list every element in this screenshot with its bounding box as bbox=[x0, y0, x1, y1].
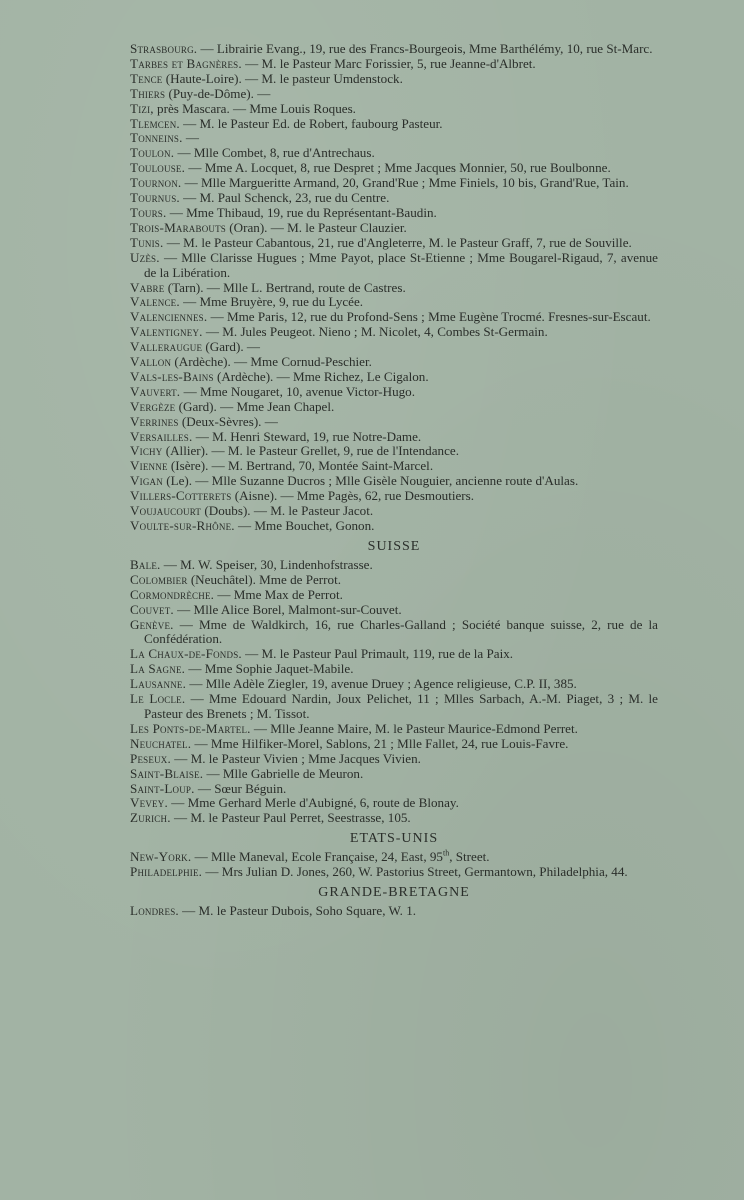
france-section bbox=[130, 42, 658, 534]
place-name: Philadelphie. bbox=[130, 864, 203, 880]
entry-text: — Mlle Jeanne Maire, M. le Pasteur Maurice-Edmond Perret. bbox=[250, 720, 578, 736]
entry-text: — Mrs Julian D. Jones, 260, W. Pastorius Street, Germantown, Philadelphia, 44. bbox=[202, 864, 628, 880]
entry-text: — Mlle Clarisse Hugues ; Mme Payot, place St-Etienne ; Mme Bougarel-Rigaud, 7, avenue de la Libération. bbox=[144, 249, 658, 280]
entry-text: — bbox=[182, 130, 199, 146]
list-item bbox=[130, 385, 658, 400]
entry-text: (Haute-Loire). — M. le pasteur Umdenstock. bbox=[162, 70, 403, 86]
place-name: Tunis. bbox=[130, 234, 164, 250]
place-name: Versailles. bbox=[130, 428, 193, 444]
place-name: Valleraugue bbox=[130, 339, 203, 355]
entry-text: (Allier). — M. le Pasteur Grellet, 9, rue de l'Intendance. bbox=[162, 443, 459, 459]
entry-text-end: , Street. bbox=[449, 849, 490, 865]
list-item bbox=[130, 573, 658, 588]
list-item bbox=[130, 459, 658, 474]
entry-text: (Doubs). — M. le Pasteur Jacot. bbox=[201, 503, 374, 519]
directory-column bbox=[130, 42, 658, 919]
place-name: Valence. bbox=[130, 294, 180, 310]
entry-text: (Ardèche). — Mme Cornud-Peschier. bbox=[171, 354, 372, 370]
place-name: Tournus. bbox=[130, 190, 180, 206]
entry-text: — Mme Sophie Jaquet-Mabile. bbox=[185, 661, 354, 677]
place-name: Colombier bbox=[130, 571, 188, 587]
place-name: Neuchatel. bbox=[130, 735, 192, 751]
place-name: Vigan bbox=[130, 473, 163, 489]
list-item bbox=[130, 603, 658, 618]
list-item bbox=[130, 722, 658, 737]
entry-text: près Mascara. — Mme Louis Roques. bbox=[153, 100, 356, 116]
place-name: Toulon. bbox=[130, 145, 175, 161]
place-name: Cormondrèche. bbox=[130, 586, 215, 602]
list-item bbox=[130, 57, 658, 72]
list-item bbox=[130, 325, 658, 340]
entry-text: (Oran). — M. le Pasteur Clauzier. bbox=[226, 219, 407, 235]
place-name: Voujaucourt bbox=[130, 503, 202, 519]
entry-text: — Mme Bruyère, 9, rue du Lycée. bbox=[179, 294, 364, 310]
list-item bbox=[130, 161, 658, 176]
entry-text: — Mme A. Locquet, 8, rue Despret ; Mme Jacques Monnier, 50, rue Boulbonne. bbox=[185, 160, 611, 176]
list-item bbox=[130, 146, 658, 161]
place-name: Tours. bbox=[130, 204, 167, 220]
entry-text: — Mlle Alice Borel, Malmont-sur-Couvet. bbox=[173, 601, 402, 617]
place-name: Zurich. bbox=[130, 810, 171, 826]
list-item bbox=[130, 504, 658, 519]
place-name: Voulte-sur-Rhône. bbox=[130, 518, 235, 533]
entry-text: — M. Jules Peugeot. Nieno ; M. Nicolet, 4, Combes St-Germain. bbox=[202, 324, 548, 340]
entry-text: — M. le Pasteur Paul Primault, 119, rue de la Paix. bbox=[241, 646, 514, 662]
place-name: Vabre bbox=[130, 279, 165, 295]
list-item bbox=[130, 519, 658, 534]
entry-text: — Mlle Adèle Ziegler, 19, avenue Druey ; Agence religieuse, C.P. II, 385. bbox=[186, 676, 577, 692]
list-item bbox=[130, 474, 658, 489]
list-item bbox=[130, 310, 658, 325]
section-heading: GRANDE-BRETAGNE bbox=[318, 885, 470, 901]
place-name: Vienne bbox=[130, 458, 168, 474]
entry-text: — M. Paul Schenck, 23, rue du Centre. bbox=[179, 190, 390, 206]
entry-text: — Mme Max de Perrot. bbox=[214, 586, 343, 602]
entry-text: — Librairie Evang., 19, rue des Francs-Bourgeois, Mme Barthélémy, 10, rue St-Marc. bbox=[197, 41, 653, 56]
place-name: La Chaux-de-Fonds. bbox=[130, 646, 242, 662]
entry-text: (Isère). — M. Bertrand, 70, Montée Saint-Marcel. bbox=[167, 458, 434, 474]
list-item bbox=[130, 102, 658, 117]
list-item bbox=[130, 117, 658, 132]
place-name: Lausanne. bbox=[130, 676, 187, 692]
list-item bbox=[130, 904, 658, 919]
list-item bbox=[130, 415, 658, 430]
entry-text: — Mlle Combet, 8, rue d'Antrechaus. bbox=[174, 145, 375, 161]
list-item bbox=[130, 72, 658, 87]
grande-bretagne-section bbox=[130, 885, 658, 919]
list-item bbox=[130, 236, 658, 251]
list-item bbox=[130, 176, 658, 191]
list-item bbox=[130, 588, 658, 603]
entry-text: (Aisne). — Mme Pagès, 62, rue Desmoutiers. bbox=[231, 488, 475, 504]
list-item bbox=[130, 206, 658, 221]
ordinal-suffix: th bbox=[442, 848, 450, 858]
list-item bbox=[130, 251, 658, 281]
entry-text: — M. Henri Steward, 19, rue Notre-Dame. bbox=[192, 428, 422, 444]
etats-unis-section bbox=[130, 831, 658, 880]
entry-text: (Neuchâtel). Mme de Perrot. bbox=[187, 571, 341, 587]
place-name: Tonneins. bbox=[130, 130, 183, 146]
entry-text: — M. le Pasteur Marc Forissier, 5, rue Jeanne-d'Albret. bbox=[241, 55, 536, 71]
list-item bbox=[130, 796, 658, 811]
list-item bbox=[130, 430, 658, 445]
place-name: Vallon bbox=[130, 354, 172, 370]
place-name: Villers-Cotterets bbox=[130, 488, 232, 504]
entry-text: — Mme Thibaud, 19, rue du Représentant-Baudin. bbox=[166, 204, 437, 220]
list-item bbox=[130, 618, 658, 648]
place-name: Bale. bbox=[130, 556, 161, 572]
entry-text: — Mme Hilfiker-Morel, Sablons, 21 ; Mlle Fallet, 24, rue Louis-Favre. bbox=[191, 735, 569, 751]
list-item bbox=[130, 692, 658, 722]
entry-text: — Mlle Gabrielle de Meuron. bbox=[203, 765, 364, 781]
place-name: Londres. bbox=[130, 903, 179, 919]
place-name: Le Locle. bbox=[130, 691, 186, 707]
place-name: Genève. bbox=[130, 616, 174, 632]
entry-text: — M. le Pasteur Vivien ; Mme Jacques Vivien. bbox=[170, 750, 421, 766]
place-name: Saint-Blaise. bbox=[130, 765, 204, 781]
list-item bbox=[130, 489, 658, 504]
list-item bbox=[130, 782, 658, 797]
entry-text: — M. le Pasteur Ed. de Robert, faubourg Pasteur. bbox=[179, 115, 443, 131]
place-name: Couvet. bbox=[130, 601, 174, 617]
list-item bbox=[130, 87, 658, 102]
place-name: Trois-Marabouts bbox=[130, 219, 227, 235]
list-item bbox=[130, 221, 658, 236]
entry-text: — Sœur Béguin. bbox=[194, 780, 287, 796]
list-item bbox=[130, 295, 658, 310]
place-name: Peseux. bbox=[130, 750, 171, 766]
place-name: Verrines bbox=[130, 413, 179, 429]
place-name: Saint-Loup. bbox=[130, 780, 195, 796]
entry-text: — Mlle Maneval, Ecole Française, 24, East, 95 bbox=[191, 849, 443, 865]
place-name: Tence bbox=[130, 70, 163, 86]
list-item bbox=[130, 191, 658, 206]
entry-text: (Tarn). — Mlle L. Bertrand, route de Castres. bbox=[164, 279, 406, 295]
list-item bbox=[130, 767, 658, 782]
place-name: Uzès. bbox=[130, 249, 160, 265]
list-item bbox=[130, 355, 658, 370]
list-item bbox=[130, 737, 658, 752]
list-item bbox=[130, 370, 658, 385]
entry-text: (Ardèche). — Mme Richez, Le Cigalon. bbox=[213, 368, 429, 384]
entry-text: — M. le Pasteur Dubois, Soho Square, W. 1. bbox=[178, 903, 417, 919]
list-item bbox=[130, 647, 658, 662]
list-item bbox=[130, 677, 658, 692]
entry-text: — M. le Pasteur Paul Perret, Seestrasse, 105. bbox=[170, 810, 411, 826]
list-item bbox=[130, 752, 658, 767]
place-name: New-York. bbox=[130, 849, 192, 865]
entry-text: — Mme Nougaret, 10, avenue Victor-Hugo. bbox=[180, 383, 415, 399]
place-name: La Sagne. bbox=[130, 661, 186, 677]
place-name: Les Ponts-de-Martel. bbox=[130, 720, 251, 736]
place-name: Tlemcen. bbox=[130, 115, 180, 131]
entry-text: (Puy-de-Dôme). — bbox=[165, 85, 271, 101]
list-item bbox=[130, 558, 658, 573]
entry-text: (Gard). — Mme Jean Chapel. bbox=[175, 398, 335, 414]
list-item bbox=[130, 811, 658, 826]
list-item bbox=[130, 444, 658, 459]
place-name: Valentigney. bbox=[130, 324, 203, 340]
place-name: Tizi, bbox=[130, 100, 154, 116]
place-name: Vevey. bbox=[130, 795, 168, 811]
place-name: Toulouse. bbox=[130, 160, 186, 176]
section-heading: SUISSE bbox=[367, 538, 421, 554]
entry-text: — M. le Pasteur Cabantous, 21, rue d'Angleterre, M. le Pasteur Graff, 7, rue de Souville. bbox=[163, 234, 632, 250]
entry-text: — Mme Bouchet, Gonon. bbox=[234, 518, 375, 533]
entry-text: (Le). — Mlle Suzanne Ducros ; Mlle Gisèle Nouguier, ancienne route d'Aulas. bbox=[162, 473, 579, 489]
place-name: Vals-les-Bains bbox=[130, 368, 214, 384]
entry-text: (Gard). — bbox=[202, 339, 260, 355]
place-name: Vauvert. bbox=[130, 383, 181, 399]
place-name: Tournon. bbox=[130, 175, 182, 191]
list-item bbox=[130, 42, 658, 57]
list-item bbox=[130, 131, 658, 146]
entry-text: — M. W. Speiser, 30, Lindenhofstrasse. bbox=[160, 556, 373, 572]
entry-text: — Mme de Waldkirch, 16, rue Charles-Galland ; Société banque suisse, 2, rue de la Confédération. bbox=[144, 616, 658, 647]
entry-text: — Mme Paris, 12, rue du Profond-Sens ; Mme Eugène Trocmé. Fresnes-sur-Escaut. bbox=[207, 309, 651, 325]
place-name: Strasbourg. bbox=[130, 41, 198, 56]
place-name: Vichy bbox=[130, 443, 163, 459]
list-item bbox=[130, 281, 658, 296]
list-item bbox=[130, 865, 658, 880]
entry-text: — Mme Edouard Nardin, Joux Pelichet, 11 ; Mlles Sarbach, A.-M. Piaget, 3 ; M. le Pasteur des Brenets ; M. Tissot. bbox=[144, 691, 658, 721]
place-name: Valenciennes. bbox=[130, 309, 208, 325]
section-heading: ETATS-UNIS bbox=[349, 831, 439, 847]
list-item bbox=[130, 400, 658, 415]
list-item bbox=[130, 662, 658, 677]
place-name: Tarbes et Bagnères. bbox=[130, 55, 242, 71]
entry-text: — Mlle Margueritte Armand, 20, Grand'Rue ; Mme Finiels, 10 bis, Grand'Rue, Tain. bbox=[181, 175, 629, 191]
place-name: Vergèze bbox=[130, 398, 176, 414]
place-name: Thiers bbox=[130, 85, 166, 101]
list-item bbox=[130, 850, 658, 865]
entry-text: — Mme Gerhard Merle d'Aubigné, 6, route de Blonay. bbox=[167, 795, 459, 811]
entry-text: (Deux-Sèvres). — bbox=[178, 413, 278, 429]
list-item bbox=[130, 340, 658, 355]
suisse-section bbox=[130, 539, 658, 826]
